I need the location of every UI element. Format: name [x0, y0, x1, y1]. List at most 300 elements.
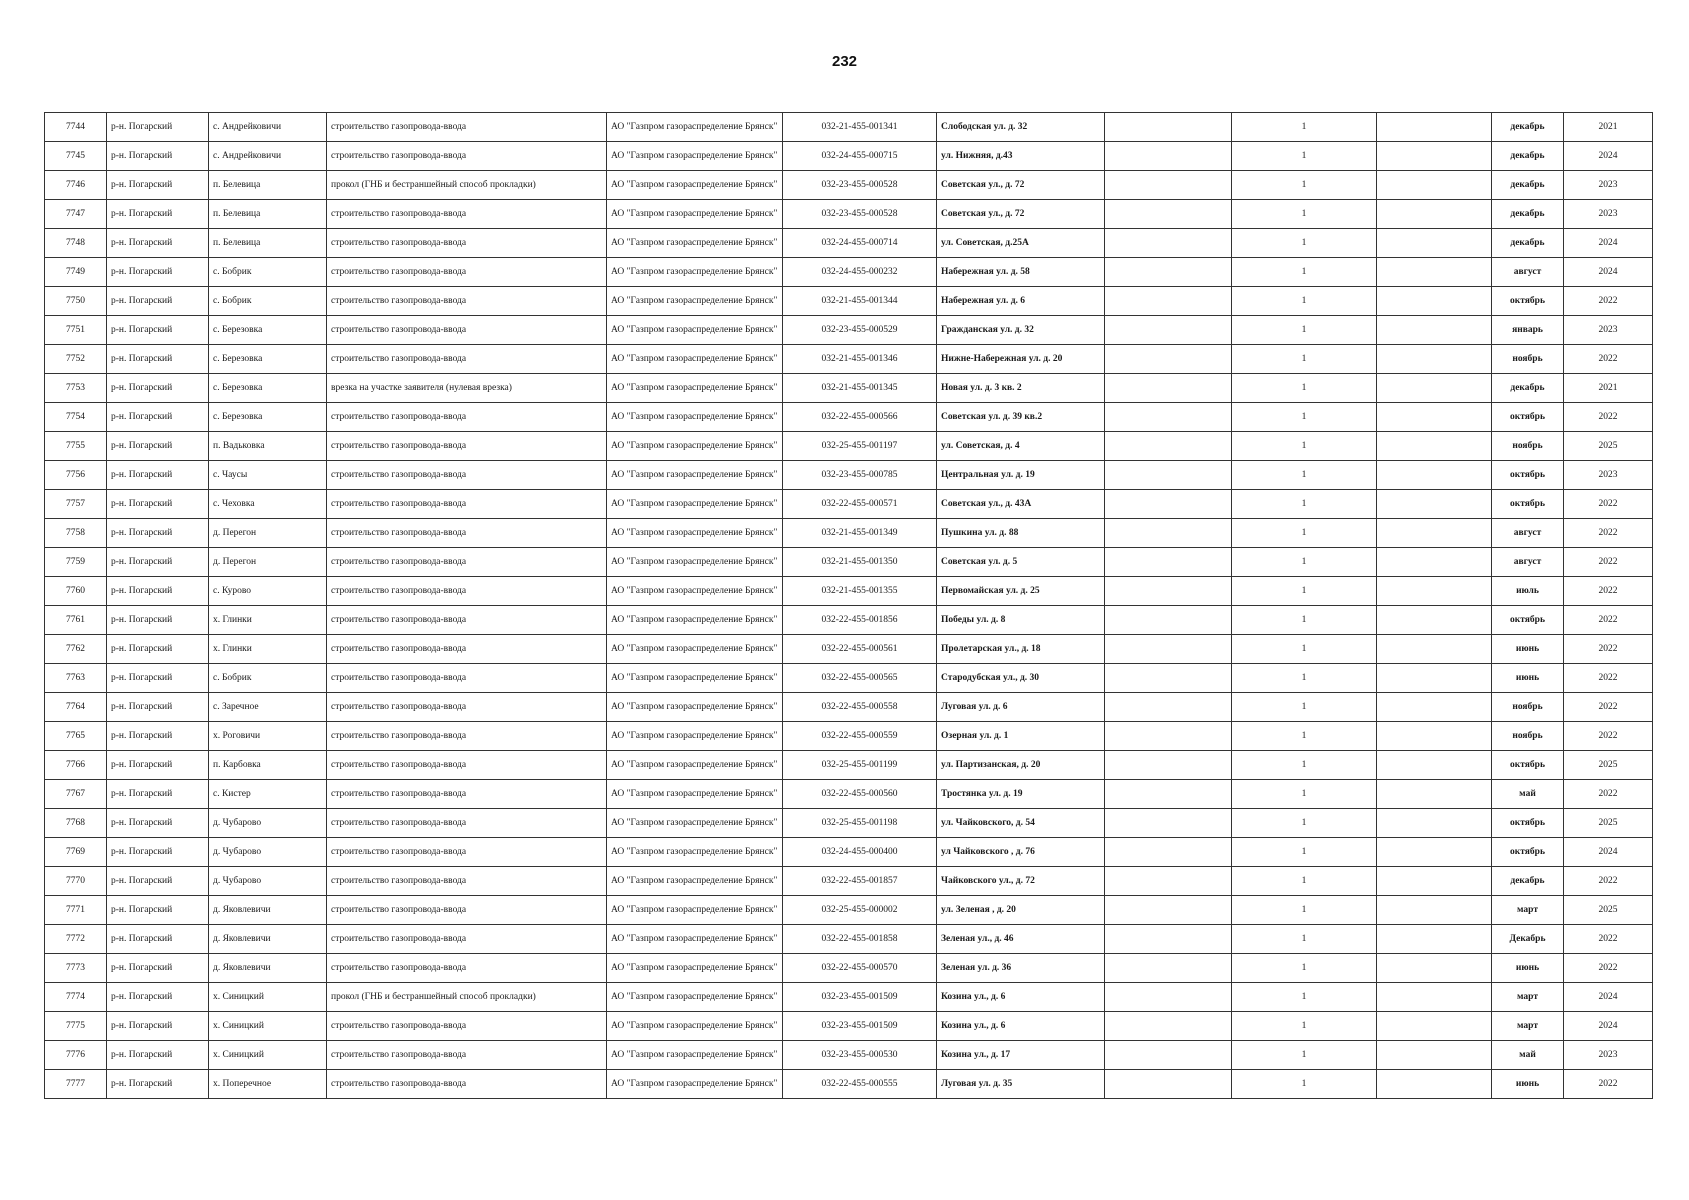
work-type-cell: строительство газопровода-ввода	[327, 635, 607, 664]
row-number: 7765	[45, 722, 107, 751]
address-cell: Победы ул. д. 8	[937, 606, 1105, 635]
application-code-cell: 032-22-455-000571	[783, 490, 937, 519]
count-cell: 1	[1232, 461, 1377, 490]
district-cell: р-н. Погарский	[107, 171, 209, 200]
district-cell: р-н. Погарский	[107, 316, 209, 345]
month-cell: декабрь	[1492, 142, 1564, 171]
locality-cell: с. Андрейковичи	[209, 113, 327, 142]
locality-cell: х. Синицкий	[209, 1012, 327, 1041]
district-cell: р-н. Погарский	[107, 1070, 209, 1099]
table-row	[45, 113, 1653, 142]
organization-cell: АО "Газпром газораспределение Брянск"	[607, 867, 783, 896]
row-number: 7746	[45, 171, 107, 200]
district-cell: р-н. Погарский	[107, 780, 209, 809]
organization-cell: АО "Газпром газораспределение Брянск"	[607, 113, 783, 142]
month-cell: декабрь	[1492, 200, 1564, 229]
application-code-cell: 032-25-455-001197	[783, 432, 937, 461]
empty-cell	[1105, 519, 1232, 548]
work-type-cell: строительство газопровода-ввода	[327, 722, 607, 751]
empty-cell	[1377, 113, 1492, 142]
application-code-cell: 032-23-455-000530	[783, 1041, 937, 1070]
empty-cell	[1105, 664, 1232, 693]
month-cell: июнь	[1492, 635, 1564, 664]
count-cell: 1	[1232, 780, 1377, 809]
organization-cell: АО "Газпром газораспределение Брянск"	[607, 664, 783, 693]
application-code-cell: 032-22-455-001857	[783, 867, 937, 896]
work-type-cell: строительство газопровода-ввода	[327, 1012, 607, 1041]
district-cell: р-н. Погарский	[107, 954, 209, 983]
district-cell: р-н. Погарский	[107, 287, 209, 316]
month-cell: октябрь	[1492, 461, 1564, 490]
row-number: 7748	[45, 229, 107, 258]
district-cell: р-н. Погарский	[107, 432, 209, 461]
month-cell: декабрь	[1492, 374, 1564, 403]
empty-cell	[1377, 693, 1492, 722]
organization-cell: АО "Газпром газораспределение Брянск"	[607, 258, 783, 287]
table-row	[45, 983, 1653, 1012]
year-cell: 2023	[1564, 1041, 1653, 1070]
district-cell: р-н. Погарский	[107, 1012, 209, 1041]
locality-cell: с. Курово	[209, 577, 327, 606]
row-number: 7751	[45, 316, 107, 345]
locality-cell: д. Яковлевичи	[209, 925, 327, 954]
row-number: 7769	[45, 838, 107, 867]
count-cell: 1	[1232, 577, 1377, 606]
locality-cell: с. Чеховка	[209, 490, 327, 519]
empty-cell	[1105, 809, 1232, 838]
address-cell: Зеленая ул., д. 46	[937, 925, 1105, 954]
application-code-cell: 032-22-455-000558	[783, 693, 937, 722]
empty-cell	[1105, 316, 1232, 345]
year-cell: 2023	[1564, 461, 1653, 490]
organization-cell: АО "Газпром газораспределение Брянск"	[607, 345, 783, 374]
application-code-cell: 032-21-455-001341	[783, 113, 937, 142]
district-cell: р-н. Погарский	[107, 867, 209, 896]
count-cell: 1	[1232, 258, 1377, 287]
empty-cell	[1105, 1070, 1232, 1099]
empty-cell	[1105, 432, 1232, 461]
row-number: 7757	[45, 490, 107, 519]
row-number: 7777	[45, 1070, 107, 1099]
row-number: 7772	[45, 925, 107, 954]
row-number: 7759	[45, 548, 107, 577]
month-cell: октябрь	[1492, 287, 1564, 316]
month-cell: ноябрь	[1492, 693, 1564, 722]
address-cell: Набережная ул. д. 6	[937, 287, 1105, 316]
row-number: 7770	[45, 867, 107, 896]
district-cell: р-н. Погарский	[107, 722, 209, 751]
row-number: 7762	[45, 635, 107, 664]
empty-cell	[1377, 954, 1492, 983]
address-cell: Советская ул., д. 72	[937, 171, 1105, 200]
month-cell: ноябрь	[1492, 345, 1564, 374]
table-row	[45, 722, 1653, 751]
count-cell: 1	[1232, 142, 1377, 171]
work-type-cell: прокол (ГНБ и бестраншейный способ прокладки)	[327, 983, 607, 1012]
empty-cell	[1377, 780, 1492, 809]
year-cell: 2022	[1564, 519, 1653, 548]
address-cell: Луговая ул. д. 35	[937, 1070, 1105, 1099]
month-cell: Декабрь	[1492, 925, 1564, 954]
empty-cell	[1105, 287, 1232, 316]
application-code-cell: 032-23-455-001509	[783, 1012, 937, 1041]
empty-cell	[1105, 345, 1232, 374]
table-row	[45, 693, 1653, 722]
count-cell: 1	[1232, 809, 1377, 838]
empty-cell	[1377, 577, 1492, 606]
district-cell: р-н. Погарский	[107, 258, 209, 287]
organization-cell: АО "Газпром газораспределение Брянск"	[607, 461, 783, 490]
row-number: 7763	[45, 664, 107, 693]
address-cell: Советская ул. д. 39 кв.2	[937, 403, 1105, 432]
organization-cell: АО "Газпром газораспределение Брянск"	[607, 838, 783, 867]
count-cell: 1	[1232, 896, 1377, 925]
application-code-cell: 032-23-455-000529	[783, 316, 937, 345]
work-type-cell: строительство газопровода-ввода	[327, 606, 607, 635]
locality-cell: д. Перегон	[209, 519, 327, 548]
table-row	[45, 896, 1653, 925]
address-cell: ул. Советская, д. 4	[937, 432, 1105, 461]
work-type-cell: строительство газопровода-ввода	[327, 925, 607, 954]
empty-cell	[1377, 142, 1492, 171]
count-cell: 1	[1232, 1041, 1377, 1070]
year-cell: 2022	[1564, 867, 1653, 896]
year-cell: 2022	[1564, 548, 1653, 577]
empty-cell	[1377, 867, 1492, 896]
organization-cell: АО "Газпром газораспределение Брянск"	[607, 983, 783, 1012]
organization-cell: АО "Газпром газораспределение Брянск"	[607, 635, 783, 664]
table-row	[45, 780, 1653, 809]
work-type-cell: строительство газопровода-ввода	[327, 113, 607, 142]
table-row	[45, 287, 1653, 316]
application-code-cell: 032-21-455-001350	[783, 548, 937, 577]
empty-cell	[1105, 171, 1232, 200]
organization-cell: АО "Газпром газораспределение Брянск"	[607, 1070, 783, 1099]
count-cell: 1	[1232, 606, 1377, 635]
row-number: 7755	[45, 432, 107, 461]
table-row	[45, 577, 1653, 606]
address-cell: Козина ул., д. 6	[937, 1012, 1105, 1041]
locality-cell: п. Вадьковка	[209, 432, 327, 461]
application-code-cell: 032-21-455-001355	[783, 577, 937, 606]
empty-cell	[1377, 838, 1492, 867]
locality-cell: с. Березовка	[209, 316, 327, 345]
table-row	[45, 867, 1653, 896]
district-cell: р-н. Погарский	[107, 606, 209, 635]
work-type-cell: строительство газопровода-ввода	[327, 954, 607, 983]
locality-cell: д. Чубарово	[209, 867, 327, 896]
district-cell: р-н. Погарский	[107, 374, 209, 403]
month-cell: май	[1492, 780, 1564, 809]
application-code-cell: 032-25-455-000002	[783, 896, 937, 925]
application-code-cell: 032-22-455-001858	[783, 925, 937, 954]
count-cell: 1	[1232, 664, 1377, 693]
address-cell: Набережная ул. д. 58	[937, 258, 1105, 287]
application-code-cell: 032-23-455-001509	[783, 983, 937, 1012]
empty-cell	[1105, 1012, 1232, 1041]
row-number: 7764	[45, 693, 107, 722]
row-number: 7767	[45, 780, 107, 809]
work-type-cell: строительство газопровода-ввода	[327, 403, 607, 432]
district-cell: р-н. Погарский	[107, 490, 209, 519]
row-number: 7776	[45, 1041, 107, 1070]
empty-cell	[1105, 693, 1232, 722]
row-number: 7758	[45, 519, 107, 548]
district-cell: р-н. Погарский	[107, 751, 209, 780]
application-code-cell: 032-25-455-001199	[783, 751, 937, 780]
count-cell: 1	[1232, 113, 1377, 142]
district-cell: р-н. Погарский	[107, 345, 209, 374]
locality-cell: п. Белевица	[209, 171, 327, 200]
year-cell: 2024	[1564, 1012, 1653, 1041]
month-cell: август	[1492, 548, 1564, 577]
organization-cell: АО "Газпром газораспределение Брянск"	[607, 490, 783, 519]
application-code-cell: 032-22-455-000560	[783, 780, 937, 809]
organization-cell: АО "Газпром газораспределение Брянск"	[607, 548, 783, 577]
organization-cell: АО "Газпром газораспределение Брянск"	[607, 229, 783, 258]
empty-cell	[1377, 519, 1492, 548]
empty-cell	[1105, 635, 1232, 664]
empty-cell	[1105, 867, 1232, 896]
address-cell: Советская ул., д. 72	[937, 200, 1105, 229]
count-cell: 1	[1232, 954, 1377, 983]
month-cell: декабрь	[1492, 229, 1564, 258]
locality-cell: х. Глинки	[209, 635, 327, 664]
month-cell: июнь	[1492, 954, 1564, 983]
address-cell: ул. Зеленая , д. 20	[937, 896, 1105, 925]
table-row	[45, 345, 1653, 374]
month-cell: июль	[1492, 577, 1564, 606]
district-cell: р-н. Погарский	[107, 664, 209, 693]
table-row	[45, 548, 1653, 577]
work-type-cell: строительство газопровода-ввода	[327, 780, 607, 809]
page-number: 232	[831, 53, 858, 70]
month-cell: июнь	[1492, 664, 1564, 693]
count-cell: 1	[1232, 548, 1377, 577]
count-cell: 1	[1232, 374, 1377, 403]
count-cell: 1	[1232, 838, 1377, 867]
empty-cell	[1105, 374, 1232, 403]
locality-cell: д. Чубарово	[209, 838, 327, 867]
empty-cell	[1377, 722, 1492, 751]
empty-cell	[1105, 751, 1232, 780]
empty-cell	[1105, 403, 1232, 432]
count-cell: 1	[1232, 345, 1377, 374]
month-cell: декабрь	[1492, 171, 1564, 200]
empty-cell	[1377, 345, 1492, 374]
locality-cell: с. Березовка	[209, 345, 327, 374]
address-cell: Чайковского ул., д. 72	[937, 867, 1105, 896]
empty-cell	[1105, 229, 1232, 258]
empty-cell	[1377, 374, 1492, 403]
work-type-cell: строительство газопровода-ввода	[327, 432, 607, 461]
empty-cell	[1377, 925, 1492, 954]
organization-cell: АО "Газпром газораспределение Брянск"	[607, 403, 783, 432]
work-type-cell: прокол (ГНБ и бестраншейный способ прокладки)	[327, 171, 607, 200]
organization-cell: АО "Газпром газораспределение Брянск"	[607, 780, 783, 809]
row-number: 7744	[45, 113, 107, 142]
count-cell: 1	[1232, 490, 1377, 519]
work-type-cell: строительство газопровода-ввода	[327, 751, 607, 780]
table-row	[45, 954, 1653, 983]
address-cell: Новая ул. д. 3 кв. 2	[937, 374, 1105, 403]
organization-cell: АО "Газпром газораспределение Брянск"	[607, 1041, 783, 1070]
empty-cell	[1377, 635, 1492, 664]
row-number: 7761	[45, 606, 107, 635]
table-row	[45, 171, 1653, 200]
year-cell: 2022	[1564, 664, 1653, 693]
count-cell: 1	[1232, 519, 1377, 548]
locality-cell: х. Синицкий	[209, 1041, 327, 1070]
year-cell: 2022	[1564, 345, 1653, 374]
year-cell: 2022	[1564, 635, 1653, 664]
locality-cell: с. Березовка	[209, 374, 327, 403]
month-cell: август	[1492, 258, 1564, 287]
district-cell: р-н. Погарский	[107, 229, 209, 258]
month-cell: декабрь	[1492, 113, 1564, 142]
district-cell: р-н. Погарский	[107, 635, 209, 664]
count-cell: 1	[1232, 171, 1377, 200]
count-cell: 1	[1232, 925, 1377, 954]
table-row	[45, 374, 1653, 403]
application-code-cell: 032-22-455-000570	[783, 954, 937, 983]
month-cell: октябрь	[1492, 751, 1564, 780]
work-type-cell: строительство газопровода-ввода	[327, 664, 607, 693]
application-code-cell: 032-23-455-000528	[783, 200, 937, 229]
year-cell: 2022	[1564, 606, 1653, 635]
locality-cell: х. Поперечное	[209, 1070, 327, 1099]
address-cell: Озерная ул. д. 1	[937, 722, 1105, 751]
empty-cell	[1377, 171, 1492, 200]
address-cell: ул. Советская, д.25А	[937, 229, 1105, 258]
empty-cell	[1377, 1041, 1492, 1070]
work-type-cell: строительство газопровода-ввода	[327, 577, 607, 606]
application-code-cell: 032-21-455-001346	[783, 345, 937, 374]
empty-cell	[1377, 751, 1492, 780]
district-cell: р-н. Погарский	[107, 461, 209, 490]
table-row	[45, 635, 1653, 664]
application-code-cell: 032-22-455-000555	[783, 1070, 937, 1099]
year-cell: 2024	[1564, 838, 1653, 867]
table-row	[45, 838, 1653, 867]
month-cell: март	[1492, 1012, 1564, 1041]
application-code-cell: 032-22-455-000566	[783, 403, 937, 432]
work-type-cell: строительство газопровода-ввода	[327, 490, 607, 519]
table-row	[45, 1012, 1653, 1041]
address-cell: Пушкина ул. д. 88	[937, 519, 1105, 548]
empty-cell	[1105, 780, 1232, 809]
address-cell: Гражданская ул. д. 32	[937, 316, 1105, 345]
organization-cell: АО "Газпром газораспределение Брянск"	[607, 722, 783, 751]
organization-cell: АО "Газпром газораспределение Брянск"	[607, 432, 783, 461]
empty-cell	[1105, 954, 1232, 983]
work-type-cell: строительство газопровода-ввода	[327, 896, 607, 925]
empty-cell	[1105, 925, 1232, 954]
address-cell: ул. Партизанская, д. 20	[937, 751, 1105, 780]
application-code-cell: 032-24-455-000714	[783, 229, 937, 258]
work-type-cell: строительство газопровода-ввода	[327, 838, 607, 867]
empty-cell	[1105, 142, 1232, 171]
empty-cell	[1105, 577, 1232, 606]
work-type-cell: строительство газопровода-ввода	[327, 548, 607, 577]
organization-cell: АО "Газпром газораспределение Брянск"	[607, 751, 783, 780]
count-cell: 1	[1232, 316, 1377, 345]
row-number: 7760	[45, 577, 107, 606]
district-cell: р-н. Погарский	[107, 693, 209, 722]
count-cell: 1	[1232, 722, 1377, 751]
address-cell: Слободская ул. д. 32	[937, 113, 1105, 142]
year-cell: 2023	[1564, 200, 1653, 229]
table-row	[45, 403, 1653, 432]
work-type-cell: строительство газопровода-ввода	[327, 345, 607, 374]
row-number: 7750	[45, 287, 107, 316]
locality-cell: д. Чубарово	[209, 809, 327, 838]
address-cell: Советская ул. д. 5	[937, 548, 1105, 577]
locality-cell: с. Заречное	[209, 693, 327, 722]
locality-cell: с. Андрейковичи	[209, 142, 327, 171]
address-cell: Первомайская ул. д. 25	[937, 577, 1105, 606]
year-cell: 2025	[1564, 751, 1653, 780]
locality-cell: с. Кистер	[209, 780, 327, 809]
month-cell: октябрь	[1492, 403, 1564, 432]
address-cell: Козина ул., д. 17	[937, 1041, 1105, 1070]
empty-cell	[1105, 983, 1232, 1012]
table-row	[45, 1041, 1653, 1070]
month-cell: август	[1492, 519, 1564, 548]
address-cell: Тростянка ул. д. 19	[937, 780, 1105, 809]
month-cell: март	[1492, 983, 1564, 1012]
year-cell: 2022	[1564, 287, 1653, 316]
empty-cell	[1105, 258, 1232, 287]
locality-cell: п. Карбовка	[209, 751, 327, 780]
empty-cell	[1377, 316, 1492, 345]
work-type-cell: строительство газопровода-ввода	[327, 258, 607, 287]
empty-cell	[1377, 606, 1492, 635]
address-cell: ул Чайковского , д. 76	[937, 838, 1105, 867]
locality-cell: п. Белевица	[209, 200, 327, 229]
registry-body	[45, 113, 1653, 1099]
table-row	[45, 809, 1653, 838]
month-cell: октябрь	[1492, 809, 1564, 838]
table-row	[45, 316, 1653, 345]
district-cell: р-н. Погарский	[107, 809, 209, 838]
organization-cell: АО "Газпром газораспределение Брянск"	[607, 809, 783, 838]
count-cell: 1	[1232, 1012, 1377, 1041]
row-number: 7774	[45, 983, 107, 1012]
empty-cell	[1105, 113, 1232, 142]
locality-cell: с. Бобрик	[209, 258, 327, 287]
application-code-cell: 032-21-455-001344	[783, 287, 937, 316]
empty-cell	[1377, 403, 1492, 432]
organization-cell: АО "Газпром газораспределение Брянск"	[607, 287, 783, 316]
table-row	[45, 664, 1653, 693]
year-cell: 2022	[1564, 954, 1653, 983]
work-type-cell: строительство газопровода-ввода	[327, 287, 607, 316]
district-cell: р-н. Погарский	[107, 548, 209, 577]
year-cell: 2021	[1564, 374, 1653, 403]
table-row	[45, 229, 1653, 258]
work-type-cell: строительство газопровода-ввода	[327, 142, 607, 171]
year-cell: 2025	[1564, 432, 1653, 461]
empty-cell	[1377, 809, 1492, 838]
empty-cell	[1105, 200, 1232, 229]
application-code-cell: 032-22-455-000561	[783, 635, 937, 664]
year-cell: 2023	[1564, 316, 1653, 345]
locality-cell: п. Белевица	[209, 229, 327, 258]
work-type-cell: строительство газопровода-ввода	[327, 1041, 607, 1070]
count-cell: 1	[1232, 229, 1377, 258]
application-code-cell: 032-23-455-000528	[783, 171, 937, 200]
